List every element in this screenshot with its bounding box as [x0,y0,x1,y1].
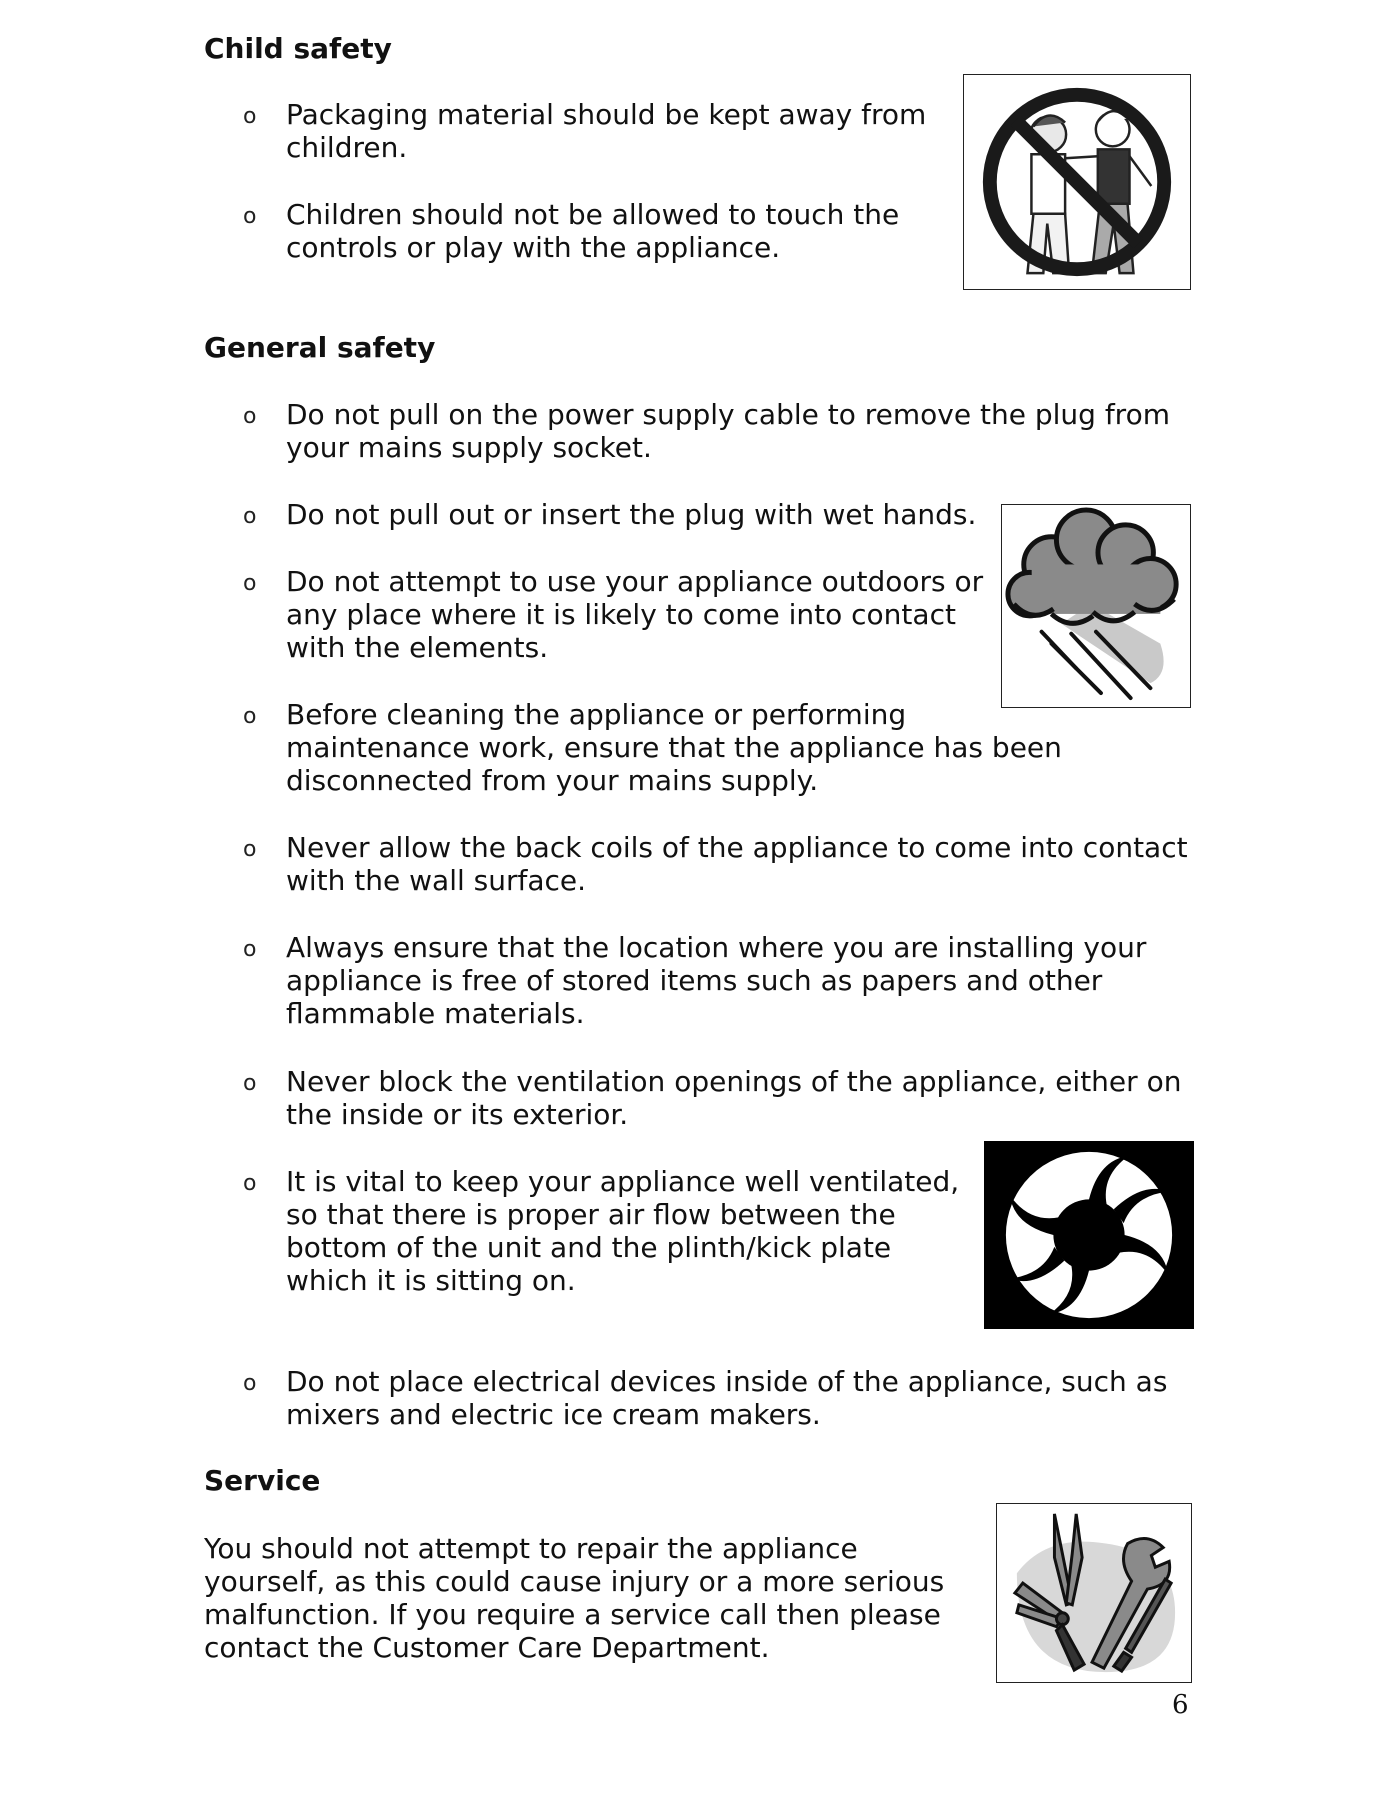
heading-general-safety: General safety [204,331,436,364]
tools-icon [996,1503,1192,1683]
bullet-icon: o [243,204,257,229]
list-item-line: Always ensure that the location where you are installing your [286,931,1147,964]
rain-cloud-icon [1001,504,1191,708]
list-item-line: controls or play with the appliance. [286,231,781,264]
bullet-icon: o [243,837,257,862]
list-item-line: with the elements. [286,631,549,664]
list-item-line: Never block the ventilation openings of the appliance, either on [286,1065,1182,1098]
list-item-line: so that there is proper air flow between the [286,1198,896,1231]
bullet-icon: o [243,704,257,729]
list-item-line: Never allow the back coils of the appliance to come into contact [286,831,1188,864]
bullet-icon: o [243,404,257,429]
list-item-line: Do not attempt to use your appliance outdoors or [286,565,984,598]
list-item-line: Children should not be allowed to touch the [286,198,900,231]
paragraph-line: yourself, as this could cause injury or a more serious [204,1565,945,1598]
page-number: 6 [1172,1690,1189,1720]
heading-service: Service [204,1464,321,1497]
paragraph-line: malfunction. If you require a service call then please [204,1598,941,1631]
list-item-line: mixers and electric ice cream makers. [286,1398,821,1431]
list-item-line: maintenance work, ensure that the appliance has been [286,731,1062,764]
list-item-line: any place where it is likely to come into contact [286,598,956,631]
list-item-line: Do not pull out or insert the plug with wet hands. [286,498,977,531]
bullet-icon: o [243,1171,257,1196]
list-item-line: It is vital to keep your appliance well ventilated, [286,1165,960,1198]
list-item-line: your mains supply socket. [286,431,652,464]
list-item-line: flammable materials. [286,997,585,1030]
bullet-icon: o [243,104,257,129]
bullet-icon: o [243,937,257,962]
no-children-icon [963,74,1191,290]
bullet-icon: o [243,1371,257,1396]
list-item-line: Packaging material should be kept away from [286,98,927,131]
list-item-line: appliance is free of stored items such as papers and other [286,964,1103,997]
list-item-line: Do not place electrical devices inside of the appliance, such as [286,1365,1168,1398]
bullet-icon: o [243,1071,257,1096]
bullet-icon: o [243,571,257,596]
fan-icon [984,1141,1194,1329]
paragraph-line: You should not attempt to repair the appliance [204,1532,858,1565]
list-item-line: bottom of the unit and the plinth/kick plate [286,1231,892,1264]
list-item-line: with the wall surface. [286,864,587,897]
list-item-line: the inside or its exterior. [286,1098,629,1131]
heading-child-safety: Child safety [204,32,392,65]
list-item-line: Do not pull on the power supply cable to remove the plug from [286,398,1170,431]
list-item-line: Before cleaning the appliance or performing [286,698,907,731]
list-item-line: disconnected from your mains supply. [286,764,819,797]
list-item-line: which it is sitting on. [286,1264,576,1297]
list-item-line: children. [286,131,408,164]
bullet-icon: o [243,504,257,529]
paragraph-line: contact the Customer Care Department. [204,1631,770,1664]
